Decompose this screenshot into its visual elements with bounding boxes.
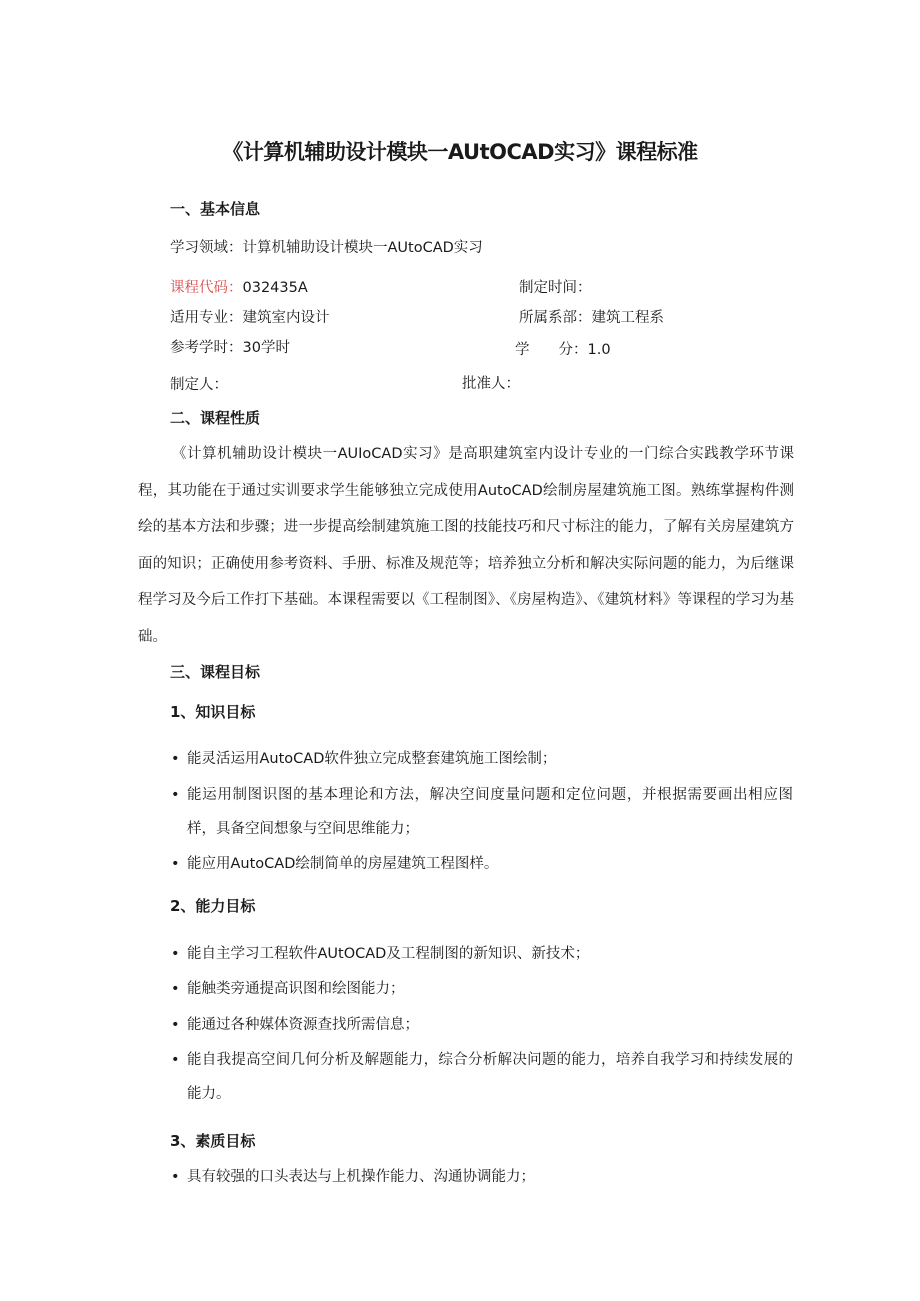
credits-row — [515, 338, 611, 359]
ability-objectives-heading: 2、能力目标 — [170, 897, 256, 915]
bullet-icon: • — [171, 1052, 180, 1068]
bullet-icon: • — [171, 787, 180, 803]
approver: 批准人： — [462, 376, 520, 392]
learning-field: 学习领域：计算机辅助设计模块一AUtoCAD实习 — [170, 240, 483, 256]
credits-label: 学 分： — [515, 342, 588, 358]
knowledge-objectives-heading: 1、知识目标 — [170, 703, 256, 721]
bullet-icon: • — [171, 751, 180, 767]
reference-hours: 参考学时：30学时 — [170, 340, 290, 356]
list-item-text: 能应用AutoCAD绘制简单的房屋建筑工程图样。 — [187, 856, 499, 872]
bullet-icon: • — [171, 856, 180, 872]
bullet-icon: • — [171, 1169, 180, 1185]
document-title: 《计算机辅助设计模块一AUtOCAD实习》课程标准 — [222, 140, 698, 164]
list-item-text: 能自主学习工程软件AUtOCAD及工程制图的新知识、新技术； — [187, 946, 590, 962]
section-basic-info-heading: 一、基本信息 — [170, 200, 261, 218]
list-item-text: 能运用制图识图的基本理论和方法，解决空间度量问题和定位问题，并根据需要画出相应图样，具备空间想象与空间思维能力； — [187, 787, 793, 837]
list-item-text: 能触类旁通提高识图和绘图能力； — [187, 981, 405, 997]
department: 所属系部：建筑工程系 — [519, 310, 664, 326]
credits-value: 1.0 — [587, 342, 611, 358]
course-code-value: 032435A — [242, 280, 308, 296]
course-nature-paragraph: 《计算机辅助设计模块一AUIoCAD实习》是高职建筑室内设计专业的一门综合实践教学环节课程，其功能在于通过实训要求学生能够独立完成使用AutoCAD绘制房屋建筑施工图。熟练掌握构件测绘的基本方法和步骤；进一步提高绘制建筑施工图的技能技巧和尺寸标注的能力，了解有关房屋建筑方面的知识；正确使用参考资料、手册、标准及规范等；培养独立分析和解决实际问题的能力，为后继课程学习及今后工作打下基础。本课程需要以《工程制图》、《房屋构造》、《建筑材料》等课程的学习为基础。 — [138, 446, 794, 645]
list-item-text: 具有较强的口头表达与上机操作能力、沟通协调能力； — [187, 1169, 535, 1185]
quality-objectives-heading: 3、素质目标 — [170, 1132, 256, 1150]
list-item-text: 能自我提高空间几何分析及解题能力，综合分析解决问题的能力，培养自我学习和持续发展的能力。 — [187, 1052, 793, 1102]
list-item-text: 能灵活运用AutoCAD软件独立完成整套建筑施工图绘制； — [187, 751, 557, 767]
course-code-label: 课程代码： — [170, 280, 243, 296]
section-objectives-heading: 三、课程目标 — [170, 663, 261, 681]
bullet-icon: • — [171, 946, 180, 962]
bullet-icon: • — [171, 1017, 180, 1033]
course-code-row — [170, 276, 308, 297]
set-time: 制定时间： — [519, 280, 592, 296]
applicable-major: 适用专业：建筑室内设计 — [170, 310, 330, 326]
bullet-icon: • — [171, 981, 180, 997]
list-item-text: 能通过各种媒体资源查找所需信息； — [187, 1017, 419, 1033]
author: 制定人： — [170, 377, 228, 393]
section-nature-heading: 二、课程性质 — [170, 409, 261, 427]
